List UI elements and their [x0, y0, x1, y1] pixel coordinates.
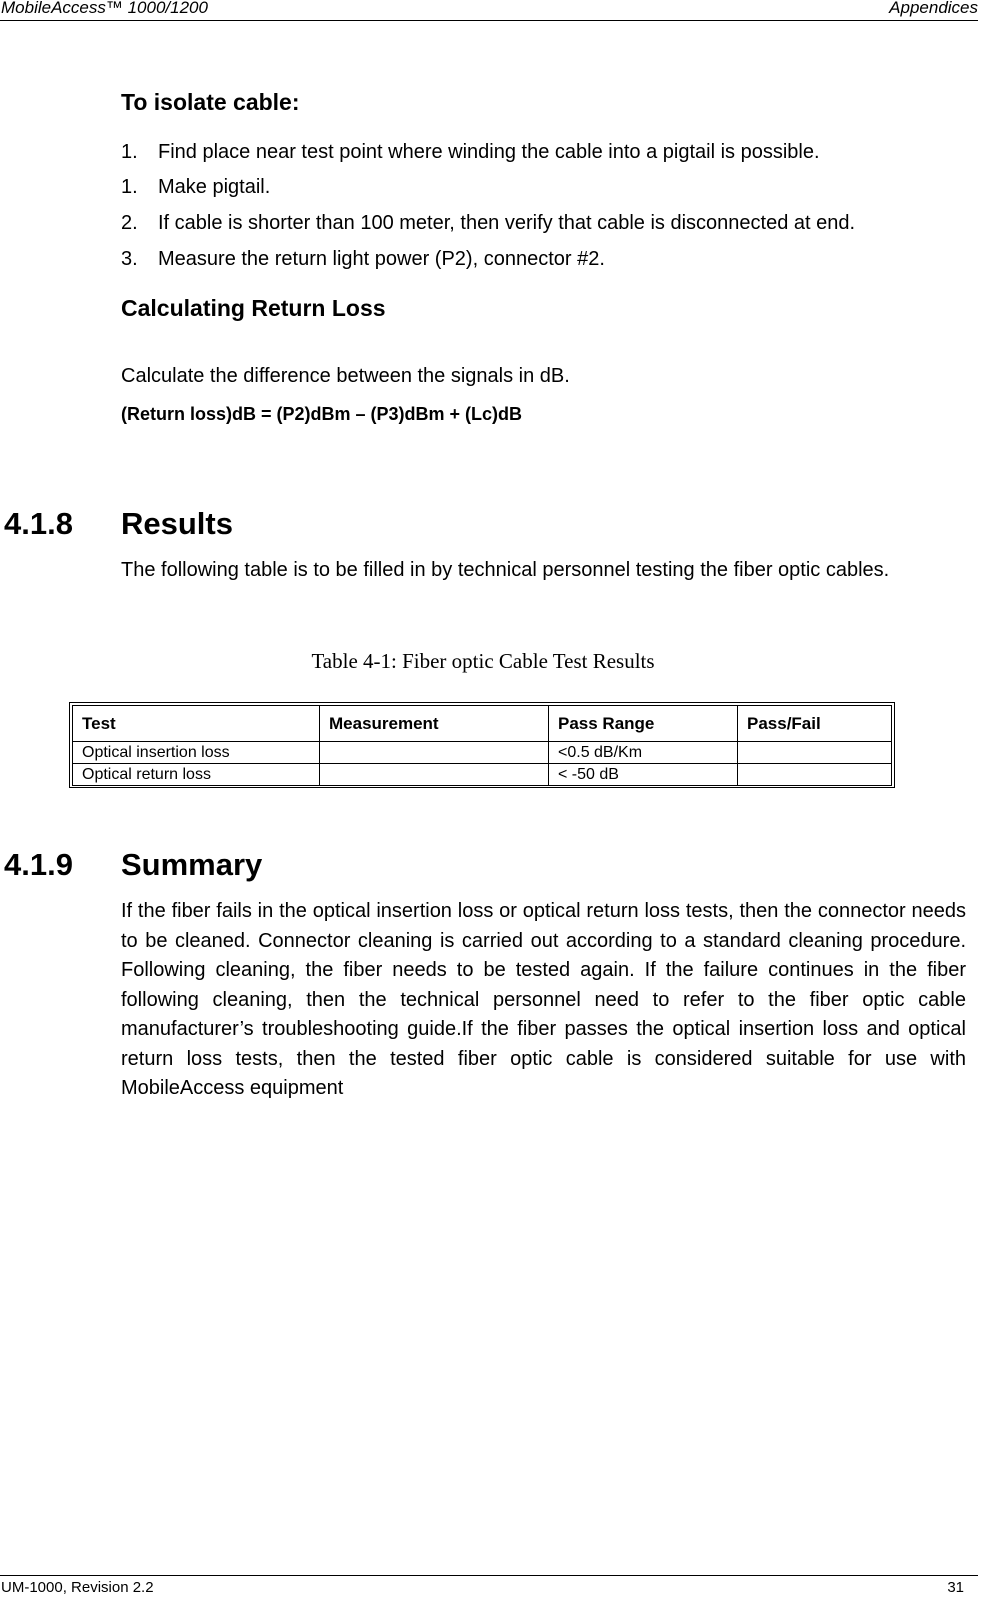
isolate-step: [121, 212, 855, 235]
column-header-pass-range: Pass Range: [549, 706, 738, 742]
return-loss-formula: (Return loss)dB = (P2)dBm – (P3)dBm + (Lc)dB: [121, 404, 523, 424]
step-text: Make pigtail.: [158, 176, 271, 198]
header-rule: [0, 20, 978, 21]
isolate-step: [121, 176, 270, 199]
cell-test: Optical insertion loss: [73, 742, 320, 764]
table-header-row: [73, 706, 892, 742]
cell-pass-range: <0.5 dB/Km: [549, 742, 738, 764]
running-footer-left: UM-1000, Revision 2.2: [1, 1579, 154, 1596]
step-text: If cable is shorter than 100 meter, then verify that cable is disconnected at end.: [158, 212, 856, 234]
table-row: [73, 742, 892, 764]
results-intro-paragraph: The following table is to be filled in by technical personnel testing the fiber optic cables.: [121, 559, 890, 581]
cell-pass-range: < -50 dB: [549, 764, 738, 786]
page-number: 31: [947, 1579, 964, 1596]
step-number: 1.: [121, 176, 138, 198]
section-number-results: 4.1.8: [4, 506, 73, 541]
column-header-pass-fail: Pass/Fail: [738, 706, 892, 742]
step-number: 2.: [121, 212, 138, 234]
section-number-summary: 4.1.9: [4, 847, 73, 882]
table-row: [73, 764, 892, 786]
table-caption: Table 4-1: Fiber optic Cable Test Results: [311, 649, 655, 673]
summary-paragraph: If the fiber fails in the optical insertion loss or optical return loss tests, then the connector needs to be cleaned. Connector cleaning is carried out according to a standard cleaning procedure. Following cleaning, the fiber needs to be tested again. If the failure continues in the fiber following cleaning, then the technical personnel need to refer to the fiber optic cable manufacturer’s troubleshooting guide.If the fiber passes the optical insertion loss and optical return loss tests, then the tested fiber optic cable is considered suitable for use with MobileAccess equipment: [121, 900, 966, 1099]
step-number: 3.: [121, 248, 138, 270]
return-loss-heading: Calculating Return Loss: [121, 295, 386, 321]
cell-measurement: [320, 742, 549, 764]
column-header-test: Test: [73, 706, 320, 742]
cell-test: Optical return loss: [73, 764, 320, 786]
step-text: Measure the return light power (P2), connector #2.: [158, 248, 605, 270]
cell-measurement: [320, 764, 549, 786]
results-table: [72, 705, 892, 786]
isolate-step: [121, 248, 605, 271]
step-number: 1.: [121, 141, 138, 163]
section-title-results: Results: [121, 506, 233, 541]
return-loss-description: Calculate the difference between the signals in dB.: [121, 365, 570, 387]
cell-pass-fail: [738, 764, 892, 786]
isolate-step: [121, 141, 820, 164]
running-header-left: MobileAccess™ 1000/1200: [1, 0, 208, 17]
column-header-measurement: Measurement: [320, 706, 549, 742]
results-table-frame: [69, 702, 895, 788]
footer-rule: [0, 1575, 978, 1576]
running-header-right: Appendices: [889, 0, 978, 17]
cell-pass-fail: [738, 742, 892, 764]
isolate-cable-heading: To isolate cable:: [121, 89, 300, 115]
section-title-summary: Summary: [121, 847, 263, 882]
step-text: Find place near test point where winding the cable into a pigtail is possible.: [158, 141, 820, 163]
